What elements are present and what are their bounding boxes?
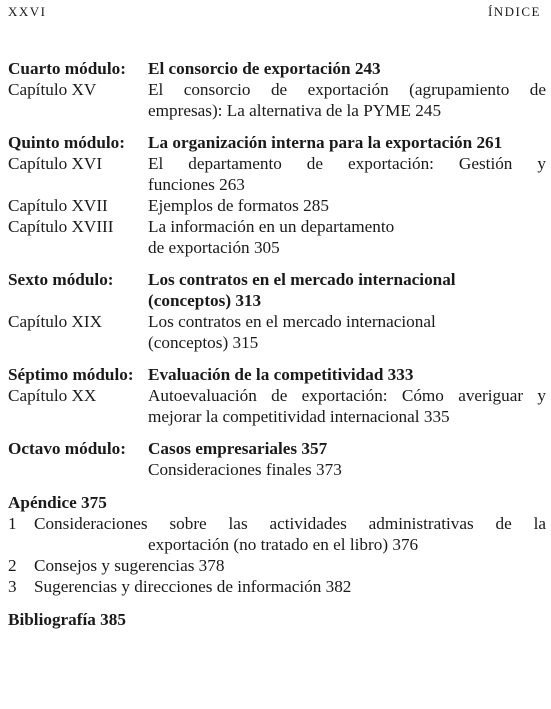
running-title: ÍNDICE [487, 4, 541, 19]
appendix-item-number: 1 [8, 514, 17, 533]
module-title-continued: (conceptos) 313 [148, 291, 262, 310]
toc-module [8, 438, 546, 480]
chapter-label: Capítulo XVII [8, 196, 108, 215]
chapter-title-line: Los contratos en el mercado internacional [148, 312, 436, 331]
chapter-label: Capítulo XVIII [8, 217, 114, 236]
chapter-title-line: El consorcio de exportación (agrupamiento de [148, 80, 546, 99]
module-label: Sexto módulo: [8, 270, 114, 289]
chapter-title-line: Consideraciones finales 373 [148, 460, 342, 479]
module-title: Evaluación de la competitividad 333 [148, 365, 414, 384]
chapter-label [8, 459, 148, 480]
module-title: El consorcio de exportación 243 [148, 59, 381, 78]
chapter-label: Capítulo XIX [8, 312, 103, 331]
toc-module [8, 58, 546, 121]
table-of-contents [8, 58, 546, 630]
module-title: La organización interna para la exportación 261 [148, 133, 503, 152]
chapter-title-line: mejorar la competitividad internacional 335 [148, 407, 450, 426]
bibliography-entry: Bibliografía 385 [8, 610, 126, 629]
page-number: XXVI [8, 4, 47, 19]
module-title: Casos empresariales 357 [148, 439, 328, 458]
module-title: Los contratos en el mercado internacional [148, 270, 456, 289]
appendix-item-text: Sugerencias y direcciones de información 382 [34, 577, 352, 596]
chapter-label: Capítulo XX [8, 386, 97, 405]
appendix-item-text: Consejos y sugerencias 378 [34, 556, 225, 575]
chapter-title-line: (conceptos) 315 [148, 333, 259, 352]
toc-module [8, 132, 546, 258]
chapter-title-line: La información en un departamento [148, 217, 395, 236]
module-label: Cuarto módulo: [8, 59, 126, 78]
appendix-item-number: 2 [8, 556, 17, 575]
appendix-item [8, 513, 546, 534]
toc-module [8, 364, 546, 427]
appendix-title: Apéndice 375 [8, 493, 107, 512]
chapter-label: Capítulo XV [8, 80, 97, 99]
appendix-item [8, 555, 546, 576]
chapter-title-line: El departamento de exportación: Gestión y [148, 154, 546, 173]
appendix-item [8, 576, 546, 597]
chapter-title-line: empresas): La alternativa de la PYME 245 [148, 101, 442, 120]
appendix-item-number: 3 [8, 577, 17, 596]
appendix-item-text: Consideraciones sobre las actividades administrativas de la [34, 514, 546, 533]
appendix-item-text-continued: exportación (no tratado en el libro) 376 [148, 535, 419, 554]
chapter-title-line: de exportación 305 [148, 238, 280, 257]
module-label: Octavo módulo: [8, 439, 126, 458]
chapter-label: Capítulo XVI [8, 154, 103, 173]
chapter-title-line: funciones 263 [148, 175, 245, 194]
module-label: Séptimo módulo: [8, 365, 134, 384]
module-label: Quinto módulo: [8, 133, 125, 152]
chapter-title-line: Autoevaluación de exportación: Cómo averiguar y [148, 386, 546, 405]
chapter-title-line: Ejemplos de formatos 285 [148, 196, 329, 215]
page-header [8, 4, 541, 26]
toc-module [8, 269, 546, 353]
